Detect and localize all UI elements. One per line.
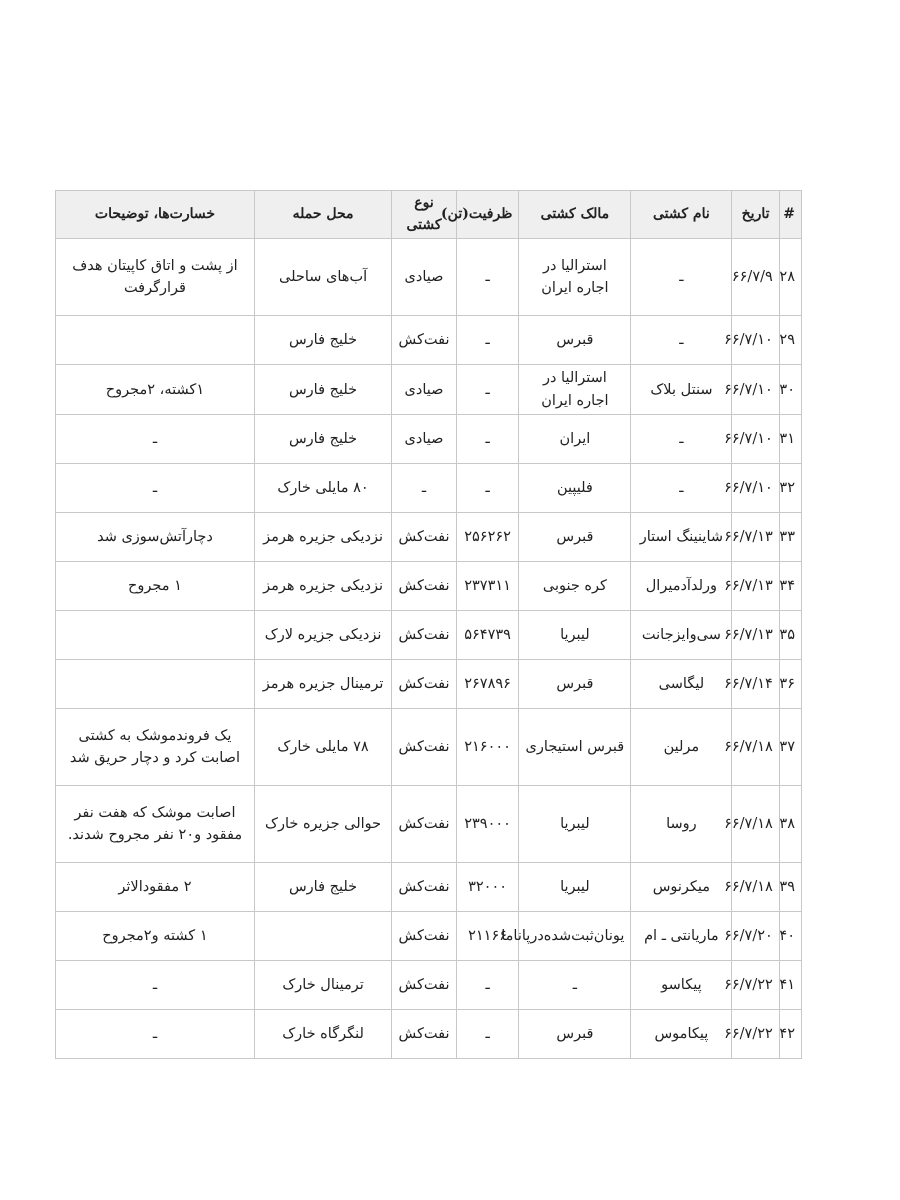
- cell-ship-type: نفت‌کش: [392, 513, 457, 562]
- cell-ship-name: ورلدآدمیرال: [631, 562, 732, 611]
- cell-ship-type: نفت‌کش: [392, 562, 457, 611]
- cell-ship-owner: لیبریا: [519, 786, 631, 863]
- cell-capacity: ۲۶۷۸۹۶: [456, 660, 519, 709]
- table-row: [56, 912, 802, 961]
- cell-number: ۳۰: [779, 365, 801, 415]
- cell-attack-location: خلیج فارس: [254, 863, 391, 912]
- cell-capacity: ـ: [456, 961, 519, 1010]
- cell-date: ۶۶/۷/۲۰: [732, 912, 779, 961]
- cell-capacity: ۲۳۷۳۱۱: [456, 562, 519, 611]
- cell-capacity: ـ: [456, 239, 519, 316]
- cell-ship-name: میکرنوس: [631, 863, 732, 912]
- cell-damages-notes: ـ: [56, 415, 255, 464]
- cell-ship-type: ـ: [392, 464, 457, 513]
- cell-attack-location: ترمینال خارک: [254, 961, 391, 1010]
- cell-date: ۶۶/۷/۱۴: [732, 660, 779, 709]
- cell-number: ۳۴: [779, 562, 801, 611]
- cell-number: ۳۶: [779, 660, 801, 709]
- cell-capacity: ـ: [456, 415, 519, 464]
- cell-ship-name: سی‌وایزجانت: [631, 611, 732, 660]
- cell-attack-location: لنگرگاه خارک: [254, 1010, 391, 1059]
- cell-number: ۳۳: [779, 513, 801, 562]
- header-ship-name: نام کشتی: [631, 191, 732, 239]
- ship-attacks-table: [55, 190, 802, 1059]
- table-row: [56, 562, 802, 611]
- cell-attack-location: ترمینال جزیره هرمز: [254, 660, 391, 709]
- cell-ship-owner: ـ: [519, 961, 631, 1010]
- cell-ship-type: نفت‌کش: [392, 912, 457, 961]
- cell-date: ۶۶/۷/۹: [732, 239, 779, 316]
- cell-ship-owner: لیبریا: [519, 863, 631, 912]
- table-row: [56, 1010, 802, 1059]
- cell-ship-owner: قبرس: [519, 660, 631, 709]
- ship-attacks-table-container: [55, 190, 802, 1059]
- cell-number: ۴۰: [779, 912, 801, 961]
- cell-ship-type: نفت‌کش: [392, 1010, 457, 1059]
- cell-date: ۶۶/۷/۱۰: [732, 316, 779, 365]
- cell-ship-owner: استرالیا در اجاره ایران: [519, 239, 631, 316]
- table-row: [56, 464, 802, 513]
- cell-capacity: ـ: [456, 464, 519, 513]
- header-damages-notes: خسارت‌ها، توضیحات: [56, 191, 255, 239]
- cell-date: ۶۶/۷/۱۸: [732, 863, 779, 912]
- cell-ship-type: نفت‌کش: [392, 786, 457, 863]
- cell-ship-type: صیادی: [392, 365, 457, 415]
- cell-damages-notes: ۲ مفقودالاثر: [56, 863, 255, 912]
- cell-capacity: ۲۱۶۰۰۰: [456, 709, 519, 786]
- header-number: #: [779, 191, 801, 239]
- table-row: [56, 863, 802, 912]
- table-row: [56, 709, 802, 786]
- cell-capacity: ـ: [456, 316, 519, 365]
- cell-ship-name: ـ: [631, 316, 732, 365]
- cell-date: ۶۶/۷/۱۰: [732, 464, 779, 513]
- table-row: [56, 961, 802, 1010]
- cell-attack-location: خلیج فارس: [254, 316, 391, 365]
- cell-attack-location: خلیج فارس: [254, 365, 391, 415]
- cell-attack-location: [254, 912, 391, 961]
- cell-damages-notes: [56, 316, 255, 365]
- cell-ship-type: نفت‌کش: [392, 611, 457, 660]
- cell-ship-type: نفت‌کش: [392, 709, 457, 786]
- header-capacity: ظرفیت(تن): [456, 191, 519, 239]
- cell-ship-type: نفت‌کش: [392, 961, 457, 1010]
- cell-damages-notes: از پشت و اتاق کاپیتان هدف قرارگرفت: [56, 239, 255, 316]
- cell-ship-type: صیادی: [392, 415, 457, 464]
- cell-ship-type: نفت‌کش: [392, 660, 457, 709]
- cell-damages-notes: یک فروندموشک به کشتی اصابت کرد و دچار حریق شد: [56, 709, 255, 786]
- cell-date: ۶۶/۷/۱۳: [732, 611, 779, 660]
- cell-attack-location: نزدیکی جزیره لارک: [254, 611, 391, 660]
- cell-ship-name: پیکاسو: [631, 961, 732, 1010]
- cell-damages-notes: [56, 660, 255, 709]
- cell-ship-name: ـ: [631, 239, 732, 316]
- cell-number: ۳۱: [779, 415, 801, 464]
- header-ship-type: نوع کشتی: [392, 191, 457, 239]
- cell-attack-location: خلیج فارس: [254, 415, 391, 464]
- cell-date: ۶۶/۷/۱۳: [732, 513, 779, 562]
- cell-attack-location: ۸۰ مایلی خارک: [254, 464, 391, 513]
- cell-damages-notes: ـ: [56, 464, 255, 513]
- cell-attack-location: ۷۸ مایلی خارک: [254, 709, 391, 786]
- cell-capacity: ۵۶۴۷۳۹: [456, 611, 519, 660]
- cell-ship-name: ماریانتی ـ ام: [631, 912, 732, 961]
- cell-damages-notes: اصابت موشک که هفت نفر مفقود و۲۰ نفر مجروح شدند.: [56, 786, 255, 863]
- table-row: [56, 415, 802, 464]
- cell-ship-owner: قبرس استیجاری: [519, 709, 631, 786]
- cell-date: ۶۶/۷/۲۲: [732, 1010, 779, 1059]
- cell-date: ۶۶/۷/۱۰: [732, 365, 779, 415]
- cell-number: ۴۱: [779, 961, 801, 1010]
- cell-ship-name: ـ: [631, 464, 732, 513]
- header-ship-owner: مالک کشتی: [519, 191, 631, 239]
- cell-number: ۴۲: [779, 1010, 801, 1059]
- cell-ship-owner: استرالیا در اجاره ایران: [519, 365, 631, 415]
- cell-ship-owner: قبرس: [519, 316, 631, 365]
- cell-ship-type: نفت‌کش: [392, 316, 457, 365]
- cell-capacity: ۲۵۶۲۶۲: [456, 513, 519, 562]
- cell-ship-name: لیگاسی: [631, 660, 732, 709]
- cell-ship-owner: فلیپین: [519, 464, 631, 513]
- cell-ship-name: ـ: [631, 415, 732, 464]
- cell-ship-owner: قبرس: [519, 1010, 631, 1059]
- cell-damages-notes: ۱کشته، ۲مجروح: [56, 365, 255, 415]
- cell-number: ۳۹: [779, 863, 801, 912]
- cell-ship-owner: کره جنوبی: [519, 562, 631, 611]
- table-row: [56, 611, 802, 660]
- cell-ship-type: نفت‌کش: [392, 863, 457, 912]
- cell-date: ۶۶/۷/۱۸: [732, 786, 779, 863]
- cell-date: ۶۶/۷/۱۰: [732, 415, 779, 464]
- cell-ship-owner: لیبریا: [519, 611, 631, 660]
- cell-damages-notes: [56, 611, 255, 660]
- table-row: [56, 786, 802, 863]
- cell-damages-notes: دچارآتش‌سوزی شد: [56, 513, 255, 562]
- cell-number: ۳۵: [779, 611, 801, 660]
- cell-capacity: ـ: [456, 1010, 519, 1059]
- cell-attack-location: نزدیکی جزیره هرمز: [254, 562, 391, 611]
- table-header-row: [56, 191, 802, 239]
- cell-ship-type: صیادی: [392, 239, 457, 316]
- cell-damages-notes: ـ: [56, 1010, 255, 1059]
- cell-attack-location: حوالی جزیره خارک: [254, 786, 391, 863]
- cell-ship-owner: قبرس: [519, 513, 631, 562]
- cell-capacity: ۲۱۱۶۶: [456, 912, 519, 961]
- cell-ship-name: شاینینگ استار: [631, 513, 732, 562]
- cell-ship-name: پیکاموس: [631, 1010, 732, 1059]
- table-row: [56, 239, 802, 316]
- header-attack-location: محل حمله: [254, 191, 391, 239]
- cell-ship-owner: یونان‌ثبت‌شده‌درپاناما: [519, 912, 631, 961]
- cell-capacity: ـ: [456, 365, 519, 415]
- cell-capacity: ۲۳۹۰۰۰: [456, 786, 519, 863]
- cell-number: ۳۲: [779, 464, 801, 513]
- table-row: [56, 513, 802, 562]
- cell-date: ۶۶/۷/۲۲: [732, 961, 779, 1010]
- cell-date: ۶۶/۷/۱۸: [732, 709, 779, 786]
- cell-number: ۳۸: [779, 786, 801, 863]
- cell-number: ۲۹: [779, 316, 801, 365]
- table-row: [56, 365, 802, 415]
- cell-date: ۶۶/۷/۱۳: [732, 562, 779, 611]
- cell-number: ۳۷: [779, 709, 801, 786]
- cell-damages-notes: ـ: [56, 961, 255, 1010]
- cell-number: ۲۸: [779, 239, 801, 316]
- cell-ship-owner: ایران: [519, 415, 631, 464]
- cell-damages-notes: ۱ کشته و۲مجروح: [56, 912, 255, 961]
- table-row: [56, 660, 802, 709]
- header-date: تاریخ: [732, 191, 779, 239]
- cell-damages-notes: ۱ مجروح: [56, 562, 255, 611]
- cell-ship-name: مرلین: [631, 709, 732, 786]
- cell-capacity: ۳۲۰۰۰: [456, 863, 519, 912]
- cell-attack-location: آب‌های ساحلی: [254, 239, 391, 316]
- table-row: [56, 316, 802, 365]
- cell-attack-location: نزدیکی جزیره هرمز: [254, 513, 391, 562]
- cell-ship-name: سنتل بلاک: [631, 365, 732, 415]
- cell-ship-name: روسا: [631, 786, 732, 863]
